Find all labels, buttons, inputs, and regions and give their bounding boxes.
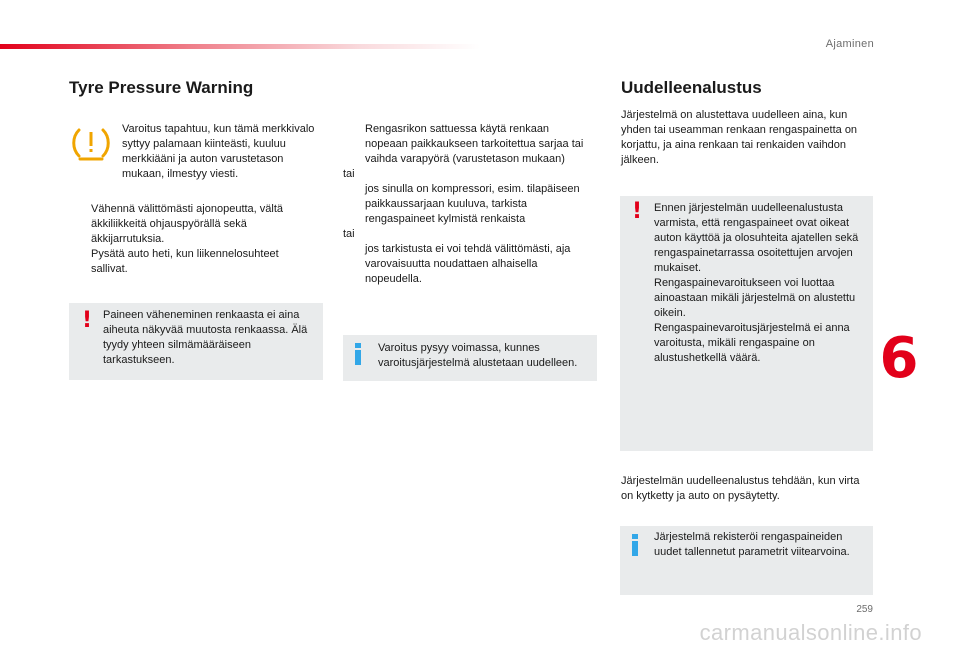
section-label: Ajaminen <box>825 38 874 50</box>
list-item-text: Pysätä auto heti, kun liikennelosuhteet sallivat. <box>91 248 279 275</box>
caution-text: Paineen väheneminen renkaasta ei aina aiheuta näkyvää muutosta renkaassa. Älä tyydy yhteen silmämääräiseen tarkastukseen. <box>103 309 308 366</box>
caution-text <box>654 201 870 366</box>
page-number: 259 <box>856 604 873 615</box>
list-item-text: jos tarkistusta ei voi tehdä välittömästi, aja varovaisuutta noudattaen alhaisella nopeudella. <box>365 243 571 285</box>
watermark: carmanualsonline.info <box>699 620 922 645</box>
list-item-text: Vähennä välittömästi ajonopeutta, vältä äkkiliikkeitä ohjauspyörällä sekä äkkijarrutuksia. <box>91 203 284 245</box>
middle-list <box>343 122 593 287</box>
left-caution-box <box>69 303 323 380</box>
header-accent-bar <box>0 44 480 49</box>
or-separator: tai <box>343 228 355 240</box>
caution-paragraph: Rengaspainevaroitusjärjestelmä ei anna varoitusta, mikäli rengaspaine on alustushetkellä väärä. <box>654 322 850 364</box>
caution-icon: ! <box>82 308 93 333</box>
list-item <box>69 202 309 247</box>
caution-paragraph: Rengaspainevaroitukseen voi luottaa ainoastaan mikäli järjestelmä on alustettu oikein. <box>654 277 856 319</box>
right-heading: Uudelleenalustus <box>621 78 762 97</box>
warning-description: Varoitus tapahtuu, kun tämä merkkivalo syttyy palamaan kiinteästi, kuuluu merkkiääni ja auton varustetason mukaan, ilmestyy viesti. <box>122 123 315 180</box>
chapter-number: 6 <box>879 326 919 391</box>
info-text: Järjestelmä rekisteröi rengaspaineiden uudet tallennetut parametrit viitearvoina. <box>654 531 850 558</box>
info-text: Varoitus pysyy voimassa, kunnes varoitusjärjestelmä alustetaan uudelleen. <box>378 342 578 369</box>
middle-info-box <box>343 335 597 381</box>
list-item <box>343 242 593 287</box>
left-heading: Tyre Pressure Warning <box>69 78 254 97</box>
reset-conditions: Järjestelmän uudelleenalustus tehdään, kun virta on kytketty ja auto on pysäytetty. <box>621 475 860 502</box>
right-info-box <box>620 526 873 595</box>
caution-paragraph: Ennen järjestelmän uudelleenalustusta varmista, että rengaspaineet ovat oikeat auton käyttöä ja olosuhteita ajatellen sekä rengaspainetarrassa osoitettujen arvojen mukaiset. <box>654 202 859 274</box>
list-item <box>343 122 593 167</box>
or-separator: tai <box>343 168 355 180</box>
caution-icon: ! <box>632 199 643 224</box>
left-bullet-list <box>69 202 309 277</box>
tyre-pressure-warning-icon <box>70 122 112 164</box>
list-item <box>69 247 309 277</box>
list-item <box>343 182 593 227</box>
list-item-text: jos sinulla on kompressori, esim. tilapäiseen paikkaussarjaan kuuluva, tarkista rengaspaineet kylmistä renkaista <box>365 183 580 225</box>
reset-intro: Järjestelmä on alustettava uudelleen aina, kun yhden tai useamman renkaan rengaspainetta on korjattu, ja aina renkaan tai renkaiden vaihdon jälkeen. <box>621 109 858 166</box>
right-caution-box <box>620 196 873 451</box>
list-item-text: Rengasrikon sattuessa käytä renkaan nopeaan paikkaukseen tarkoitettua sarjaa tai vaihda varapyörä (varustetason mukaan) <box>365 123 584 165</box>
